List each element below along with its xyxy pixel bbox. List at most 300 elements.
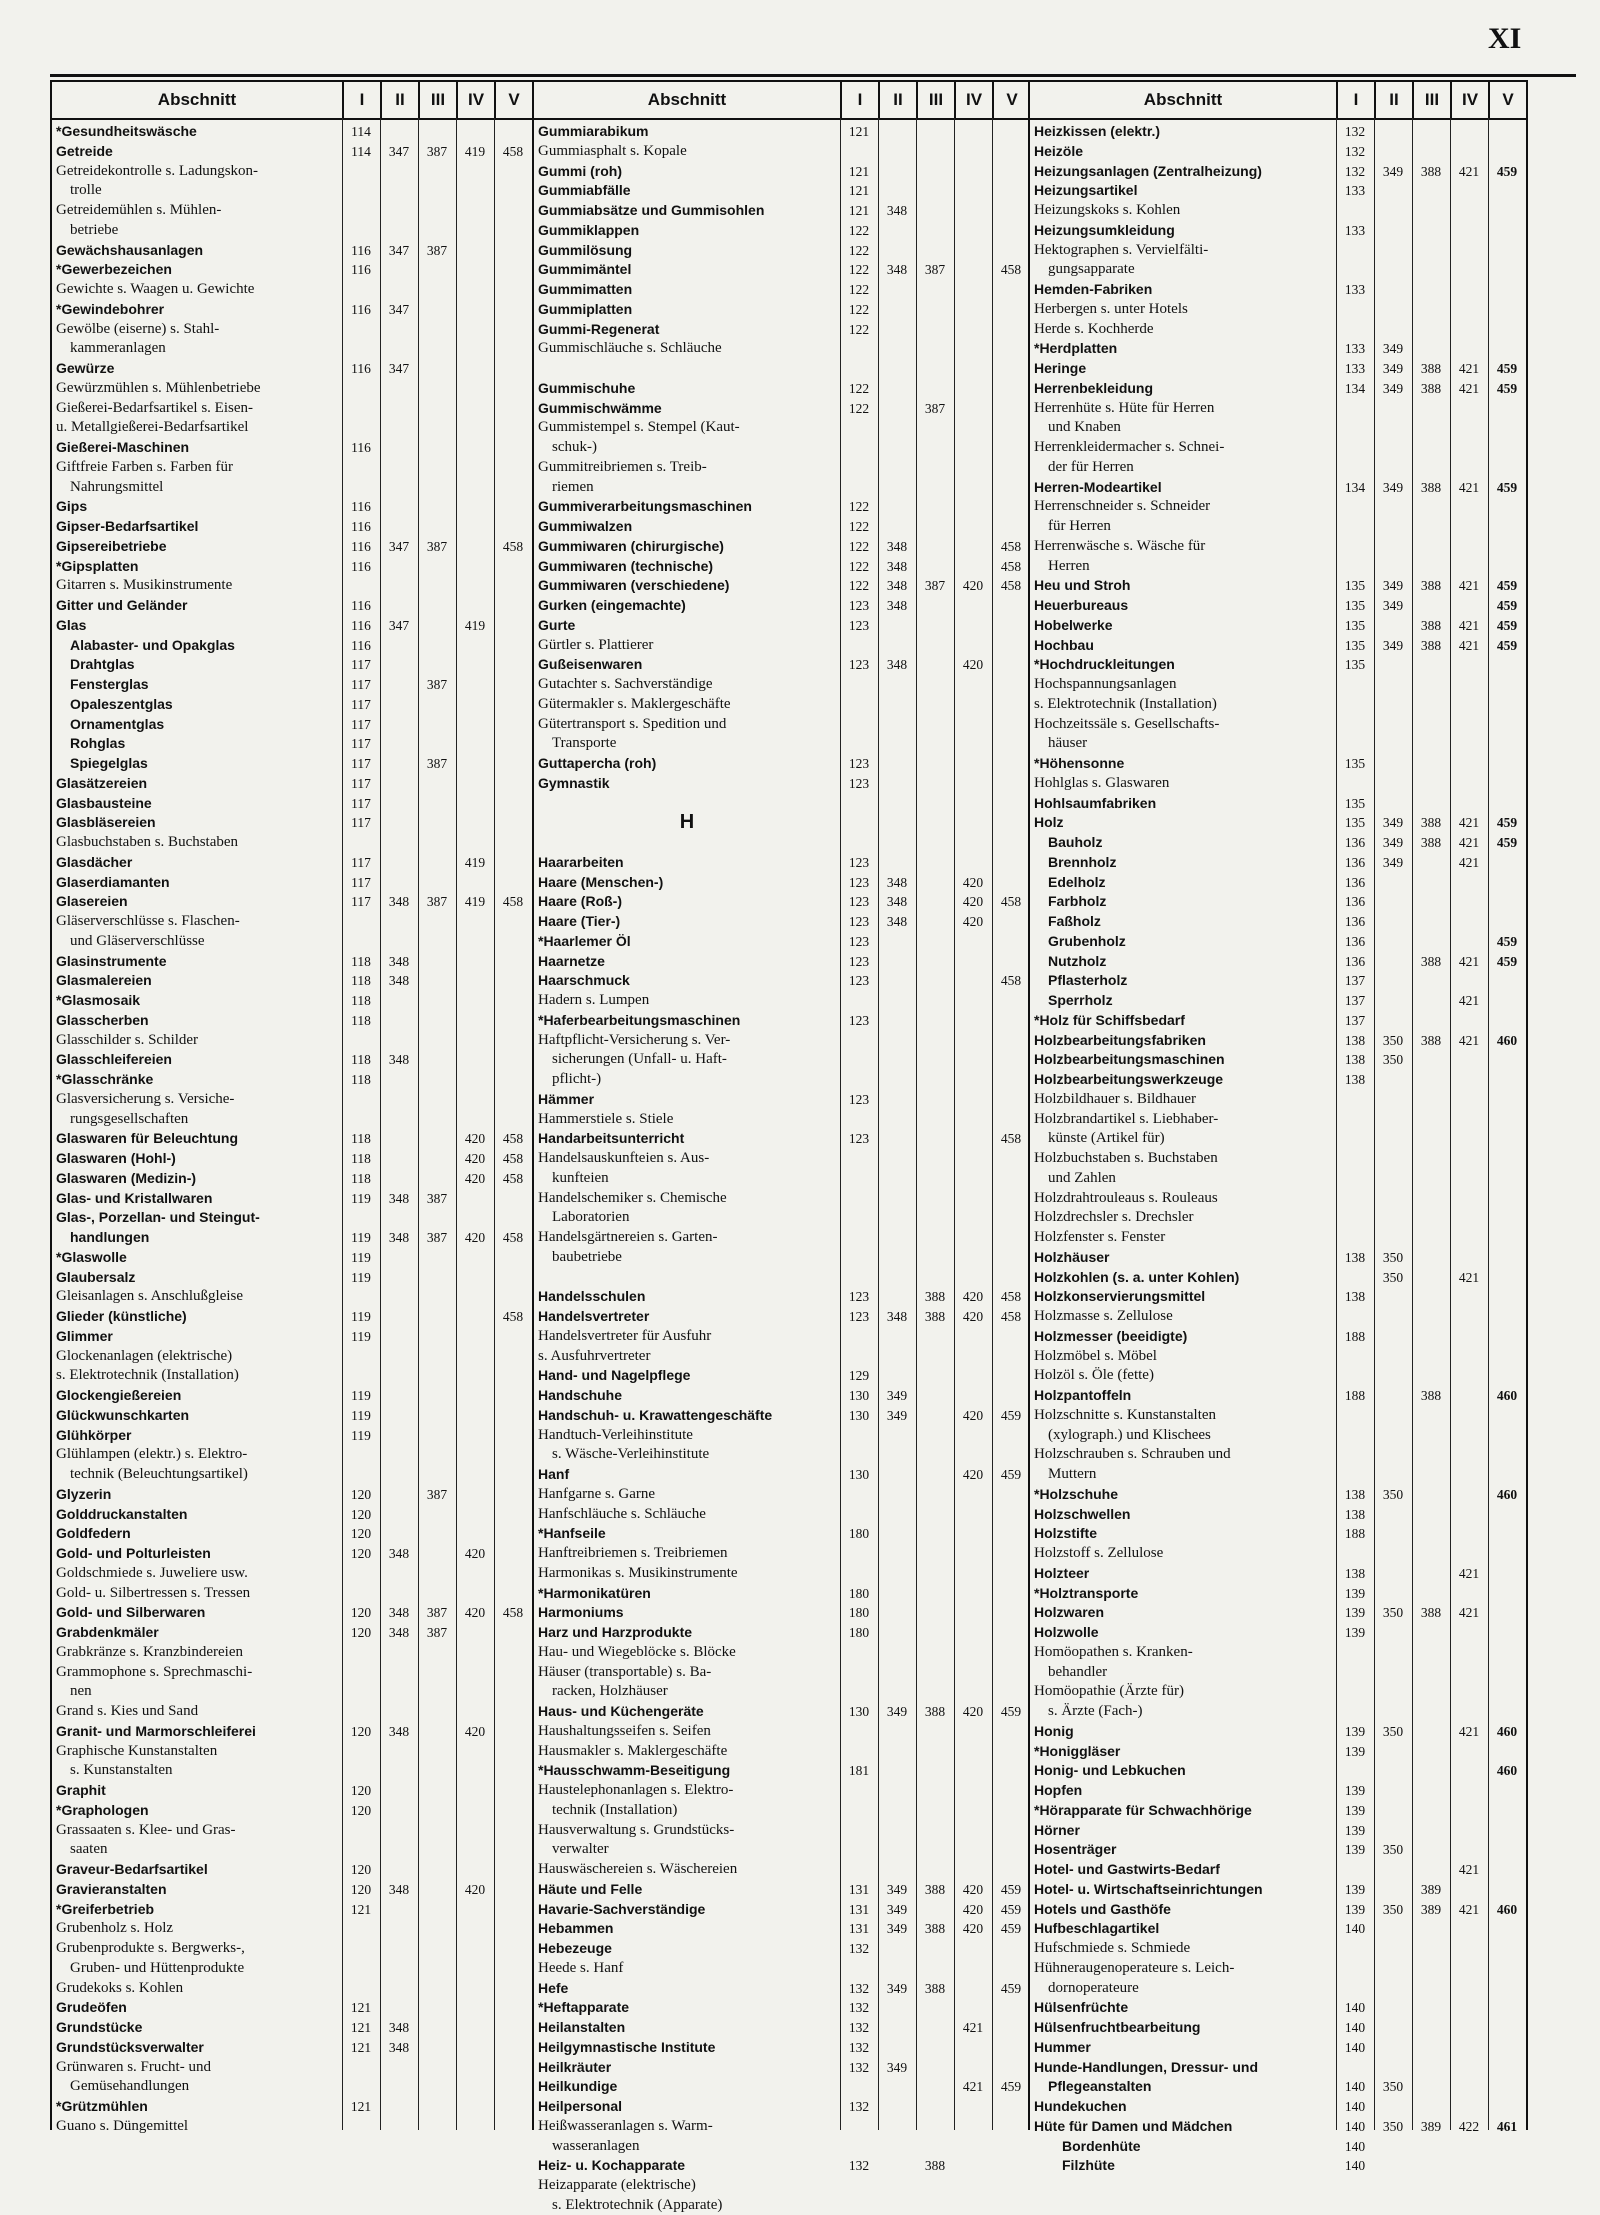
entry-label: Häuser (transportable) s. Ba-: [538, 1663, 712, 1680]
page-ref-3: 388: [924, 1980, 946, 1996]
entry-label: verwalter: [552, 1841, 609, 1858]
page-ref-4: 421: [1458, 380, 1480, 396]
page-ref-2: 350: [1382, 1605, 1404, 1621]
page-ref-1: 135: [1344, 578, 1366, 594]
page-ref-2: 349: [886, 2059, 908, 2075]
index-entry: [534, 1485, 1030, 1504]
entry-label: Golddruckanstalten: [56, 1505, 188, 1522]
index-entry: [1030, 181, 1526, 200]
page-ref-1: 136: [1344, 914, 1366, 929]
page-ref-2: 349: [886, 1921, 908, 1937]
page-ref-2: 348: [388, 1625, 410, 1640]
page-ref-1: 133: [1344, 222, 1366, 238]
index-entry: [534, 1603, 1030, 1622]
page-ref-3: 387: [924, 262, 946, 278]
index-entry: [52, 1702, 534, 1721]
page-ref-5: 460: [1496, 1032, 1518, 1048]
entry-label: Opaleszentglas: [70, 695, 173, 712]
entry-label: Gold- und Polturleisten: [56, 1545, 211, 1561]
index-entry: [52, 300, 534, 319]
entry-label: und Zahlen: [1048, 1169, 1116, 1186]
index-entry: [534, 1327, 1030, 1346]
entry-label: Haare (Menschen-): [538, 873, 664, 890]
index-entry: [1030, 1248, 1526, 1267]
entry-label: *Gewerbezeichen: [56, 261, 172, 278]
index-entry: [1030, 478, 1526, 497]
index-entry: [534, 339, 1030, 358]
entry-label: Herrenkleidermacher s. Schnei-: [1034, 439, 1225, 455]
page-ref-1: 138: [1344, 1072, 1366, 1087]
index-entry: [52, 1327, 534, 1346]
entry-label: Gewölbe (eiserne) s. Stahl-: [56, 320, 220, 337]
index-entry: [1030, 1524, 1526, 1543]
page-ref-2: 350: [1382, 1269, 1404, 1285]
page-ref-2: 349: [1382, 163, 1404, 179]
entry-label: Grundstücksverwalter: [56, 2038, 204, 2055]
page-ref-3: 387: [426, 894, 448, 910]
page-ref-1: 138: [1344, 1289, 1366, 1305]
entry-label: Gewürze: [56, 360, 115, 376]
page-ref-2: 349: [1382, 598, 1404, 613]
index-entry: [534, 1110, 1030, 1129]
entry-label: *Gesundheitswäsche: [56, 123, 197, 139]
page-ref-1: 120: [350, 1625, 372, 1640]
index-entry: [534, 1287, 1030, 1306]
page-ref-3: 387: [426, 1486, 448, 1502]
page-ref-2: 349: [1382, 479, 1404, 495]
page-ref-1: 118: [351, 1131, 371, 1147]
page-ref-2: 348: [388, 953, 410, 969]
entry-label: Getreide: [56, 142, 113, 159]
entry-label: (xylograph.) und Klischees: [1048, 1426, 1211, 1443]
entry-label: Edelholz: [1048, 873, 1106, 890]
entry-label: Herrenwäsche s. Wäsche für: [1034, 537, 1206, 554]
page-ref-2: 349: [1382, 637, 1404, 653]
entry-label: s. Elektrotechnik (Installation): [1034, 695, 1217, 712]
entry-label: Nutzholz: [1048, 952, 1107, 969]
header-abschnitt: Abschnitt: [1143, 90, 1223, 109]
entry-label: Hochbau: [1034, 636, 1094, 653]
entry-label: Herren-Modeartikel: [1034, 478, 1162, 495]
index-entry: [534, 1761, 1030, 1780]
page-ref-1: 117: [351, 696, 371, 712]
index-entry: [534, 1821, 1030, 1840]
index-column-2: [532, 80, 1030, 2213]
index-entry: [534, 1031, 1030, 1050]
page-ref-5: 458: [1000, 973, 1022, 989]
page-ref-5: 459: [1496, 361, 1518, 376]
entry-label: Hadern s. Lumpen: [538, 992, 650, 1008]
index-entry: [1030, 734, 1526, 753]
entry-label: Glas-, Porzellan- und Steingut-: [56, 1209, 260, 1226]
page-ref-1: 117: [351, 894, 371, 910]
page-ref-1: 120: [350, 1546, 372, 1561]
entry-label: Glockenanlagen (elektrische): [56, 1347, 233, 1364]
page-ref-1: 120: [350, 1723, 372, 1739]
page-ref-1: 138: [1344, 1506, 1366, 1522]
page-ref-3: 388: [1420, 1605, 1442, 1621]
index-entry: [52, 1801, 534, 1820]
entry-label: Grubenprodukte s. Bergwerks-,: [56, 1940, 245, 1956]
entry-label: Gummiklappen: [538, 221, 640, 238]
page-ref-3: 388: [1420, 637, 1442, 653]
page-ref-1: 139: [1344, 1802, 1366, 1818]
index-entry: [52, 1031, 534, 1050]
page-ref-1: 117: [351, 756, 371, 771]
index-entry: [1030, 320, 1526, 339]
index-entry: [534, 1149, 1030, 1168]
page-ref-4: 419: [464, 854, 486, 870]
entry-label: nen: [70, 1683, 92, 1700]
page-ref-1: 123: [848, 657, 870, 673]
index-entry: [52, 1366, 534, 1385]
entry-label: Herrenschneider s. Schneider: [1034, 498, 1211, 515]
page-ref-1: 121: [350, 1901, 372, 1917]
page-ref-5: 459: [1496, 578, 1518, 594]
entry-label: Muttern: [1048, 1466, 1097, 1482]
page-ref-1: 121: [848, 124, 870, 139]
page-ref-2: 349: [1382, 835, 1404, 850]
index-entry: [52, 517, 534, 536]
page-ref-1: 123: [848, 1131, 870, 1147]
index-entry: [52, 1386, 534, 1405]
index-entry: [1030, 1228, 1526, 1247]
index-entry: [534, 557, 1030, 576]
entry-label: Gurte: [538, 616, 576, 633]
page-ref-1: 122: [848, 242, 870, 258]
page-ref-1: 140: [1344, 2000, 1366, 2016]
page-ref-2: 347: [388, 361, 410, 376]
page-ref-5: 458: [502, 1605, 524, 1621]
page-ref-1: 118: [351, 973, 371, 989]
page-ref-1: 116: [351, 617, 371, 633]
entry-label: Honig- und Lebkuchen: [1034, 1762, 1186, 1779]
page-ref-1: 123: [848, 874, 870, 890]
page-ref-1: 123: [848, 894, 870, 910]
page-ref-1: 117: [351, 815, 371, 831]
index-entry: [1030, 339, 1526, 358]
entry-label: Heizungskoks s. Kohlen: [1034, 202, 1181, 218]
page-ref-1: 116: [351, 301, 371, 317]
page-ref-2: 349: [1382, 380, 1404, 396]
index-entry: [52, 2058, 534, 2077]
page-ref-3: 388: [1420, 578, 1442, 594]
page-ref-1: 138: [1344, 1052, 1366, 1068]
page-ref-4: 421: [1458, 815, 1480, 831]
header-abschnitt: Abschnitt: [647, 90, 727, 109]
entry-label: *Heftapparate: [538, 1999, 630, 2016]
entry-label: Nahrungsmittel: [70, 478, 164, 495]
entry-label: Heilkundige: [538, 2078, 618, 2095]
entry-label: kammeranlagen: [70, 340, 166, 357]
page-ref-5: 459: [1000, 2079, 1022, 2095]
entry-label: s. Elektrotechnik (Apparate): [552, 2196, 723, 2213]
index-entry: [52, 892, 534, 911]
index-entry: [534, 122, 1030, 141]
index-entry: [52, 1860, 534, 1879]
index-entry: [52, 655, 534, 674]
index-entry: [52, 1623, 534, 1642]
index-entry: [534, 932, 1030, 951]
index-entry: [534, 517, 1030, 536]
page-ref-2: 348: [886, 558, 908, 574]
page-ref-1: 122: [848, 538, 870, 554]
index-entry: [52, 201, 534, 220]
column-body: [534, 118, 1030, 2213]
index-entry: [1030, 438, 1526, 457]
index-entry: [534, 142, 1030, 161]
page-ref-4: 421: [1458, 479, 1480, 495]
index-entry: [52, 1682, 534, 1701]
page-ref-1: 140: [1344, 2118, 1366, 2134]
entry-label: Hebezeuge: [538, 1940, 612, 1956]
index-entry: [1030, 1445, 1526, 1464]
index-entry: [534, 1505, 1030, 1524]
entry-label: Gummistempel s. Stempel (Kaut-: [538, 419, 740, 436]
page-ref-5: 460: [1496, 1901, 1518, 1917]
index-entry: [534, 596, 1030, 615]
page-ref-5: 459: [1496, 479, 1518, 495]
entry-label: Hufbeschlagartikel: [1034, 1920, 1160, 1937]
index-entry: [1030, 2038, 1526, 2057]
page-ref-2: 348: [388, 2039, 410, 2055]
index-entry: [52, 122, 534, 141]
page-ref-5: 459: [1000, 1921, 1022, 1937]
entry-label: kunfteien: [552, 1169, 609, 1186]
index-entry: [534, 2077, 1030, 2096]
page-ref-4: 421: [1458, 835, 1480, 850]
entry-label: Hebammen: [538, 1920, 614, 1937]
page-ref-5: 458: [1000, 558, 1022, 574]
index-entry: [1030, 1169, 1526, 1188]
page-ref-2: 349: [1382, 578, 1404, 594]
index-entry: [534, 438, 1030, 457]
index-entry: [534, 537, 1030, 556]
entry-label: Holzkonservierungsmittel: [1034, 1288, 1206, 1305]
index-entry: [534, 241, 1030, 260]
page-ref-1: 118: [351, 953, 371, 969]
entry-label: rungsgesellschaften: [70, 1110, 189, 1127]
column-body: [52, 118, 534, 2134]
page-ref-5: 459: [1000, 1881, 1022, 1897]
entry-label: Gummimatten: [538, 281, 633, 297]
entry-label: *Haarlemer Öl: [538, 932, 631, 949]
index-entry: [52, 221, 534, 240]
index-entry: [534, 1524, 1030, 1543]
page-ref-1: 116: [351, 538, 371, 554]
entry-label: Hundekuchen: [1034, 2098, 1127, 2114]
index-entry: [52, 754, 534, 773]
page-ref-1: 117: [351, 854, 371, 870]
page-ref-2: 349: [1382, 341, 1404, 357]
page-ref-3: 387: [924, 400, 946, 416]
index-entry: [534, 478, 1030, 497]
index-entry: [52, 1169, 534, 1188]
page-ref-1: 117: [351, 874, 371, 890]
index-entry: [534, 2058, 1030, 2077]
page-ref-4: 421: [1458, 637, 1480, 653]
page-ref-2: 350: [1382, 1901, 1404, 1917]
page-ref-1: 119: [351, 1230, 371, 1245]
entry-label: Grünwaren s. Frucht- und: [56, 2058, 211, 2075]
entry-label: Hochspannungsanlagen: [1034, 676, 1177, 692]
index-entry: [52, 359, 534, 378]
header-roman-2: II: [380, 82, 418, 118]
index-entry: [52, 1742, 534, 1761]
entry-label: Gummitreibriemen s. Treib-: [538, 458, 707, 475]
index-entry: [52, 2097, 534, 2116]
page-ref-1: 133: [1344, 341, 1366, 357]
index-entry: [52, 853, 534, 872]
index-entry: [1030, 833, 1526, 852]
entry-label: s. Wäsche-Verleihinstitute: [552, 1446, 710, 1463]
entry-label: Hand- und Nagelpflege: [538, 1367, 691, 1384]
entry-label: Holzstifte: [1034, 1525, 1097, 1542]
index-entry: [1030, 576, 1526, 595]
page-ref-1: 116: [351, 499, 371, 515]
index-entry: [1030, 1781, 1526, 1800]
entry-label: Grassaaten s. Klee- und Gras-: [56, 1821, 236, 1838]
page-ref-1: 132: [1344, 163, 1366, 179]
page-ref-2: 347: [388, 538, 410, 554]
page-ref-3: 388: [924, 1881, 946, 1897]
page-ref-1: 132: [848, 2099, 870, 2114]
entry-label: Gymnastik: [538, 774, 610, 791]
page-ref-1: 123: [848, 598, 870, 613]
entry-label: Hammerstiele s. Stiele: [538, 1110, 674, 1127]
index-entry: [52, 260, 534, 279]
index-entry: [534, 201, 1030, 220]
page-ref-4: 419: [464, 617, 486, 633]
page-ref-1: 119: [351, 1328, 371, 1344]
index-entry: [534, 497, 1030, 516]
page-ref-1: 181: [848, 1763, 870, 1779]
entry-label: Heizapparate (elektrische): [538, 2177, 696, 2193]
index-entry: [52, 2077, 534, 2096]
page-ref-1: 132: [848, 2039, 870, 2055]
entry-label: Hunde-Handlungen, Dressur- und: [1034, 2058, 1258, 2075]
page-ref-5: 458: [502, 894, 524, 910]
entry-label: Haararbeiten: [538, 853, 624, 870]
index-entry: [52, 418, 534, 437]
page-ref-4: 422: [1458, 2118, 1480, 2134]
entry-label: *Honiggläser: [1034, 1742, 1121, 1759]
index-entry: [1030, 1880, 1526, 1899]
index-entry: [1030, 1998, 1526, 2017]
entry-label: Gummiwaren (technische): [538, 557, 714, 574]
index-entry: [534, 1722, 1030, 1741]
entry-label: Heizungsumkleidung: [1034, 221, 1175, 238]
page-ref-1: 132: [848, 2000, 870, 2016]
entry-label: Grubenholz s. Holz: [56, 1920, 174, 1937]
index-entry: [534, 399, 1030, 418]
index-entry: [534, 1742, 1030, 1761]
page-ref-1: 130: [848, 1388, 870, 1403]
index-entry: [52, 1663, 534, 1682]
entry-label: s. Ärzte (Fach-): [1048, 1703, 1143, 1719]
entry-label: technik (Installation): [552, 1801, 678, 1818]
entry-label: Heizungsartikel: [1034, 182, 1138, 199]
page-ref-1: 122: [848, 499, 870, 515]
entry-label: Gütertransport s. Spedition und: [538, 715, 727, 732]
entry-label: Gravieranstalten: [56, 1880, 167, 1897]
index-entry: [52, 1643, 534, 1662]
index-entry: [534, 1880, 1030, 1899]
page-ref-1: 137: [1344, 993, 1366, 1008]
page-ref-1: 140: [1344, 2039, 1366, 2055]
page-ref-2: 347: [388, 301, 410, 317]
page-ref-3: 387: [426, 242, 448, 258]
entry-label: *Hanfseile: [538, 1525, 606, 1542]
entry-label: Transporte: [552, 735, 617, 752]
entry-label: *Holztransporte: [1034, 1584, 1139, 1601]
index-entry: [52, 774, 534, 793]
entry-label: Gummiwaren (verschiedene): [538, 577, 730, 594]
entry-label: Glaswaren (Hohl-): [56, 1150, 176, 1166]
entry-label: Hanf: [538, 1466, 570, 1482]
entry-label: Haustelephonanlagen s. Elektro-: [538, 1782, 734, 1798]
index-entry: [52, 1110, 534, 1129]
index-entry: [1030, 695, 1526, 714]
entry-label: Glimmer: [56, 1327, 113, 1344]
page-ref-5: 460: [1496, 1723, 1518, 1739]
page-ref-1: 117: [351, 795, 371, 811]
page-ref-1: 135: [1344, 756, 1366, 771]
entry-label: sicherungen (Unfall- u. Haft-: [552, 1051, 727, 1068]
index-entry: [534, 1544, 1030, 1563]
entry-label: Getreidemühlen s. Mühlen-: [56, 202, 222, 218]
index-entry: [1030, 1327, 1526, 1346]
page-ref-4: 420: [962, 894, 984, 910]
index-entry: [1030, 892, 1526, 911]
index-entry: [52, 142, 534, 161]
page-ref-1: 121: [848, 203, 870, 218]
column-header: [1030, 80, 1526, 120]
index-entry: [534, 2137, 1030, 2156]
index-entry: [534, 774, 1030, 793]
page-ref-2: 349: [1382, 361, 1404, 376]
index-entry: [1030, 932, 1526, 951]
index-entry: [1030, 853, 1526, 872]
page-ref-1: 180: [848, 1605, 870, 1621]
index-entry: [534, 300, 1030, 319]
index-entry: [534, 1406, 1030, 1425]
entry-label: Hummer: [1034, 2038, 1091, 2055]
entry-label: dornoperateure: [1048, 1979, 1139, 1996]
index-entry: [52, 715, 534, 734]
column-body: [1030, 118, 1526, 2174]
index-entry: [1030, 813, 1526, 832]
page-ref-1: 123: [848, 1012, 870, 1028]
entry-label: Grabdenkmäler: [56, 1624, 159, 1640]
entry-label: Hausverwaltung s. Grundstücks-: [538, 1821, 735, 1838]
entry-label: Harz und Harzprodukte: [538, 1624, 693, 1640]
index-entry: [52, 1050, 534, 1069]
index-column-1: [50, 80, 534, 2134]
page-ref-1: 121: [350, 2039, 372, 2055]
page-ref-2: 349: [886, 1388, 908, 1403]
page-ref-1: 135: [1344, 617, 1366, 633]
index-entry: [534, 1959, 1030, 1978]
entry-label: Holzdrahtrouleaus s. Rouleaus: [1034, 1189, 1218, 1206]
header-roman-4: IV: [456, 82, 494, 118]
entry-label: s. Kunstanstalten: [70, 1762, 173, 1779]
page-ref-1: 132: [848, 1941, 870, 1956]
page-ref-5: 459: [1000, 1901, 1022, 1917]
index-entry: [1030, 1208, 1526, 1227]
entry-label: Holzkohlen (s. a. unter Kohlen): [1034, 1268, 1240, 1285]
page-ref-1: 117: [351, 775, 371, 791]
